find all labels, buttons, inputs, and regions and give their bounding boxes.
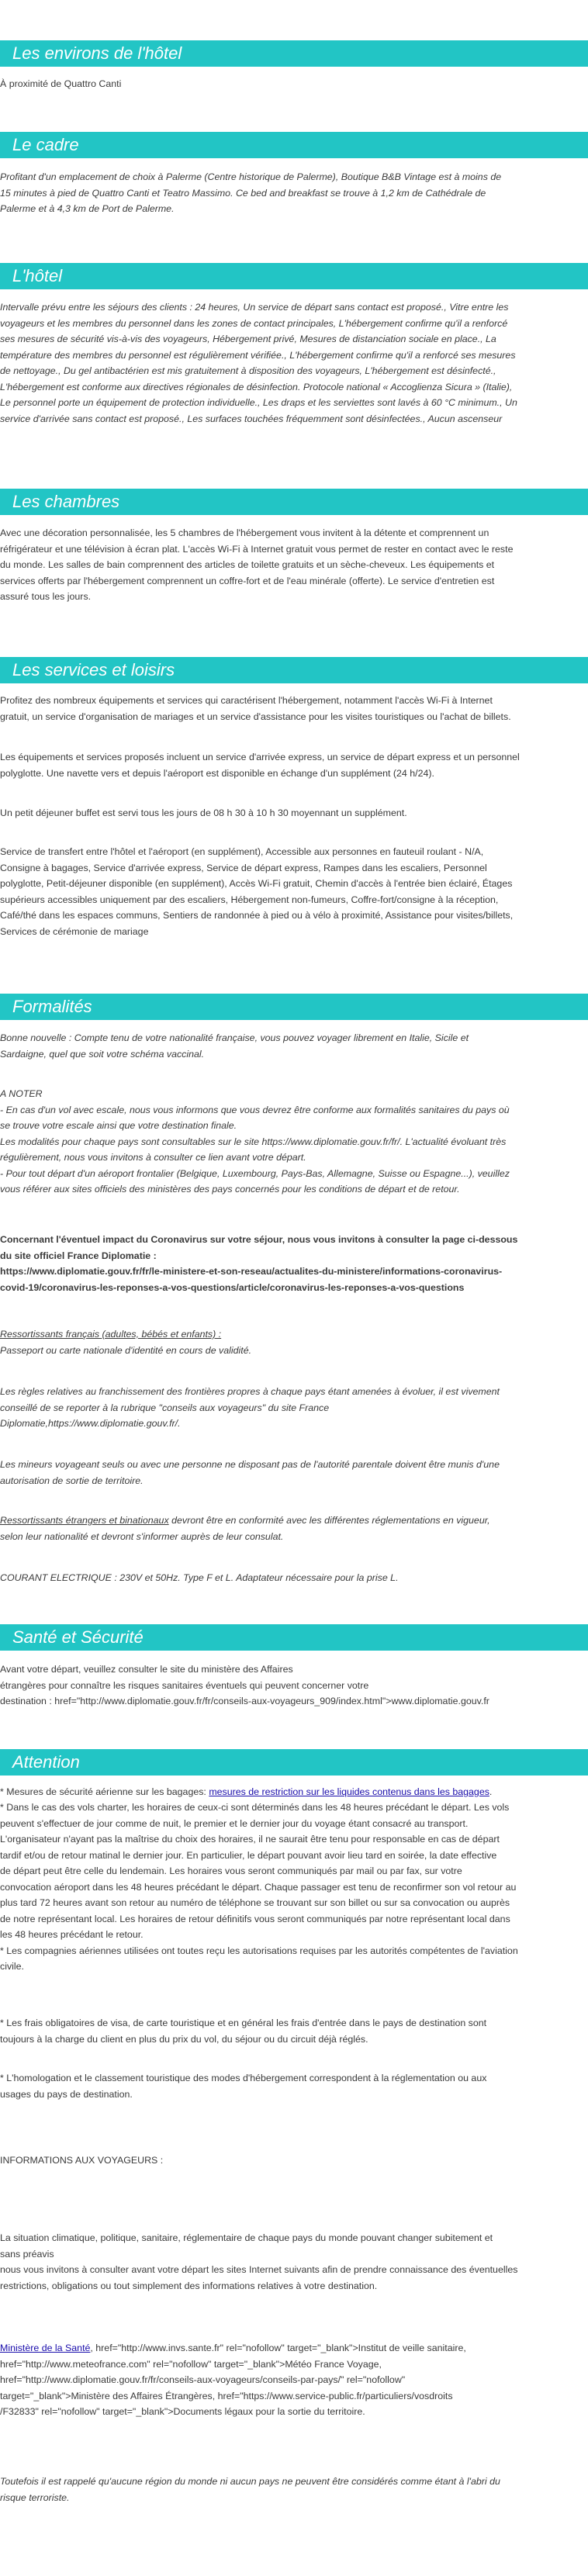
attention-charter: * Dans le cas des vols charter, les horaires de ceux-ci sont déterminés dans les 48 heures précédant le départ. Les vols peuvent s'effectuer de jour comme de nuit, le premier et le dernier jour du voyage étant consacré au transport. L'organisateur n'ayant pas la maîtrise du choix des horaires, il ne saurait être tenu pour responsable en cas de départ tardif et/ou de retour matinal le dernier jour. En particulier, le départ pouvant avoir lieu tard en soirée, la date effective de départ peut être celle du lendemain. Les horaires vous seront communiqués par mail ou par fax, sur votre convocation aéroport dans les 48 heures précédant le départ. Chaque passager est tenu de reconfirmer son vol retour au plus tard 72 heures avant son retour au numéro de téléphone se trouvant sur son billet ou sur sa convocation ou auprès de notre représentant local. Les horaires de retour définitifs vous seront communiqués par notre représentant local dans les 48 heures précédant le retour. * Les compagnies aériennes utilisées ont toutes reçu les autorisations requises par les autorités compétentes de l'aviation civile. <box>0 1802 518 1972</box>
section-title-cadre: Le cadre <box>0 132 588 158</box>
sante-text: Avant votre départ, veuillez consulter le site du ministère des Affaires étrangères pour connaître les risques sanitaires éventuels qui peuvent concerner votre destination : href="http://www.diplomatie.gouv.fr/fr/conseils-aux-voyageurs_909/index.html">www.diplomatie.gouv.fr <box>0 1664 489 1706</box>
attention-homologation: * L'homologation et le classement touristique des modes d'hébergement correspondent à la réglementation ou aux usages du pays de destination. <box>0 2073 487 2100</box>
attention-situation: La situation climatique, politique, sanitaire, réglementaire de chaque pays du monde pouvant changer subitement et sans préavis nous vous invitons à consulter avant votre départ les sites Internet suivants afin de prendre connaissance des éventuelles restrictions, obligations ou tout simplement des informations relatives à votre destination. <box>0 2232 518 2291</box>
formalites-passeport: Passeport ou carte nationale d'identité en cours de validité. <box>0 1345 252 1356</box>
formalites-p1: Bonne nouvelle : Compte tenu de votre nationalité française, vous pouvez voyager librement en Italie, Sicile et Sardaigne, quel que soit votre schéma vaccinal. <box>0 1032 469 1060</box>
attention-sites-text-2: href="http://www.meteofrance.com" rel="nofollow" target="_blank">Météo France Voyage, href="http://www.diplomatie.gouv.fr/fr/conseils-aux-voyageurs/conseils-par-pays/" rel="nofollow" target="_blank">Ministère des Affaires Étrangères, href="https://www.service-public.fr/particuliers/vosdroits /F32833" rel="nofollow" target="_blank">Documents légaux pour la sortie du territoire. <box>0 2358 453 2417</box>
attention-bagages-prefix: * Mesures de sécurité aérienne sur les bagages: <box>0 1786 209 1797</box>
cadre-text: Profitant d'un emplacement de choix à Palerme (Centre historique de Palerme), Boutique B&B Vintage est à moins de 15 minutes à pied de Quattro Canti et Teatro Massimo. Ce bed and breakfast se trouve à 1,2 km de Cathédrale de Palerme et à 4,3 km de Port de Palerme. <box>0 171 502 214</box>
formalites-courant: COURANT ELECTRIQUE : 230V et 50Hz. Type F et L. Adaptateur nécessaire pour la prise L. <box>0 1572 399 1583</box>
formalites-coronavirus: Concernant l'éventuel impact du Coronavirus sur votre séjour, nous vous invitons à consulter la page ci-dessous du site officiel France Diplomatie : https://www.diplomatie.gouv.fr/fr/le-ministere-et-son-reseau/actualites-du-ministere/informations-coronavirus- covid-19/coronavirus-les-reponses-a-vos-questions/article/coronavirus-les-reponses-a-vos-questions <box>0 1234 518 1293</box>
attention-informations-voyageurs: INFORMATIONS AUX VOYAGEURS : <box>0 2155 164 2166</box>
services-p4: Service de transfert entre l'hôtel et l'aéroport (en supplément), Accessible aux personnes en fauteuil roulant - N/A, Consigne à bagages, Service d'arrivée express, Service de départ express, Rampes dans les escaliers, Personnel polyglotte, Petit-déjeuner disponible (en supplément), Accès Wi-Fi gratuit, Chemin d'accès à l'entrée bien éclairé, Étages supérieurs accessibles uniquement par des escaliers, Hébergement non-fumeurs, Coffre-fort/consigne à la réception, Café/thé dans les espaces communs, Sentiers de randonnée à pied ou à vélo à proximité, Assistance pour visites/billets, Services de cérémonie de mariage <box>0 846 514 937</box>
section-title-hotel: L'hôtel <box>0 263 588 289</box>
section-title-attention: Attention <box>0 1749 588 1776</box>
section-title-sante: Santé et Sécurité <box>0 1624 588 1651</box>
attention-bagages-suffix: . <box>489 1786 493 1797</box>
formalites-etrangers-text: devront être en conformité avec les différentes réglementations en vigueur, <box>168 1515 490 1526</box>
formalites-regles: Les règles relatives au franchissement des frontières propres à chaque pays étant amenées à évoluer, il est vivement conseillé de se reporter à la rubrique "conseils aux voyageurs" du site France Diplomatie,https://www.diplomatie.gouv.fr/. <box>0 1386 500 1429</box>
formalites-ressortissants-francais: Ressortissants français (adultes, bébés et enfants) : <box>0 1329 222 1340</box>
formalites-etrangers-text-2: selon leur nationalité et devront s'informer auprès de leur consulat. <box>0 1530 284 1542</box>
services-p1: Profitez des nombreux équipements et services qui caractérisent l'hébergement, notamment l'accès Wi-Fi à Internet gratuit, un service d'organisation de mariages et un service d'assistance pour les visites touristiques ou l'achat de billets. <box>0 695 511 722</box>
services-p3: Un petit déjeuner buffet est servi tous les jours de 08 h 30 à 10 h 30 moyennant un supplément. <box>0 807 407 818</box>
formalites-p2: A NOTER - En cas d'un vol avec escale, nous vous informons que vous devrez être conforme aux formalités sanitaires du pays où se trouve votre escale ainsi que votre destination finale. Les modalités pour chaque pays sont consultables sur le site https://www.diplomatie.gouv.fr/fr/. L'actualité évoluant très régulièrement, nous vous invitons à consulter ce lien avant votre départ. - Pour tout départ d'un aéroport frontalier (Belgique, Luxembourg, Pays-Bas, Allemagne, Suisse ou Espagne...), veuillez vous référer aux sites officiels des ministères des pays concernés pour les conditions de départ et de retour. <box>0 1088 510 1195</box>
formalites-mineurs: Les mineurs voyageant seuls ou avec une personne ne disposant pas de l'autorité parentale doivent être munis d'une autorisation de sortie de territoire. <box>0 1459 500 1486</box>
attention-sites <box>0 2340 582 2420</box>
formalites-etrangers <box>0 1513 582 1544</box>
section-title-services: Les services et loisirs <box>0 657 588 683</box>
attention-frais-visa: * Les frais obligatoires de visa, de carte touristique et en général les frais d'entrée dans le pays de destination sont toujours à la charge du client en plus du prix du vol, du séjour ou du circuit déjà réglés. <box>0 2018 487 2045</box>
chambres-text: Avec une décoration personnalisée, les 5 chambres de l'hébergement vous invitent à la détente et comprennent un réfrigérateur et une télévision à écran plat. L'accès Wi-Fi à Internet gratuit vous permet de rester en contact avec le reste du monde. Les salles de bain comprennent des articles de toilette gratuits et un sèche-cheveux. Les équipements et services offerts par l'hébergement comprennent un coffre-fort et de l'eau minérale (offerte). Le service d'entretien est assuré tous les jours. <box>0 527 514 602</box>
attention-sites-text: , href="http://www.invs.sante.fr" rel="nofollow" target="_blank">Institut de veille sanitaire, <box>90 2343 466 2353</box>
environs-text: À proximité de Quattro Canti <box>0 78 122 89</box>
ministere-sante-link[interactable]: Ministère de la Santé <box>0 2343 91 2353</box>
services-p2: Les équipements et services proposés incluent un service d'arrivée express, un service de départ express et un personnel polyglotte. Une navette vers et depuis l'aéroport est disponible en échange d'un supplément (24 h/24). <box>0 752 520 779</box>
formalites-etrangers-label: Ressortissants étrangers et binationaux <box>0 1515 169 1526</box>
section-title-environs: Les environs de l'hôtel <box>0 40 588 67</box>
attention-terrorisme: Toutefois il est rappelé qu'aucune région du monde ni aucun pays ne peuvent être considérés comme étant à l'abri du risque terroriste. <box>0 2476 500 2503</box>
section-title-formalites: Formalités <box>0 994 588 1020</box>
attention-bagages <box>0 1784 582 1800</box>
hotel-text: Intervalle prévu entre les séjours des clients : 24 heures, Un service de départ sans contact est proposé., Vitre entre les voyageurs et les membres du personnel dans les zones de contact principales, L'hébergement confirme qu'il a renforcé ses mesures de sécurité vis-à-vis des voyageurs, Hébergement privé, Mesures de distanciation sociale en place., La température des membres du personnel est régulièrement vérifiée., L'hébergement confirme qu'il a renforcé ses mesures de nettoyage., Du gel antibactérien est mis gratuitement à disposition des voyageurs, L'hébergement est désinfecté., L'hébergement est conforme aux directives régionales de désinfection. Protocole national « Accoglienza Sicura » (Italie), Le personnel porte un équipement de protection individuelle., Les draps et les serviettes sont lavés à 60 °C minimum., Un service d'arrivée sans contact est proposé., Les surfaces touchées fréquemment sont désinfectées., Aucun ascenseur <box>0 302 517 424</box>
liquides-restriction-link[interactable]: mesures de restriction sur les liquides contenus dans les bagages <box>209 1786 489 1797</box>
section-title-chambres: Les chambres <box>0 489 588 515</box>
